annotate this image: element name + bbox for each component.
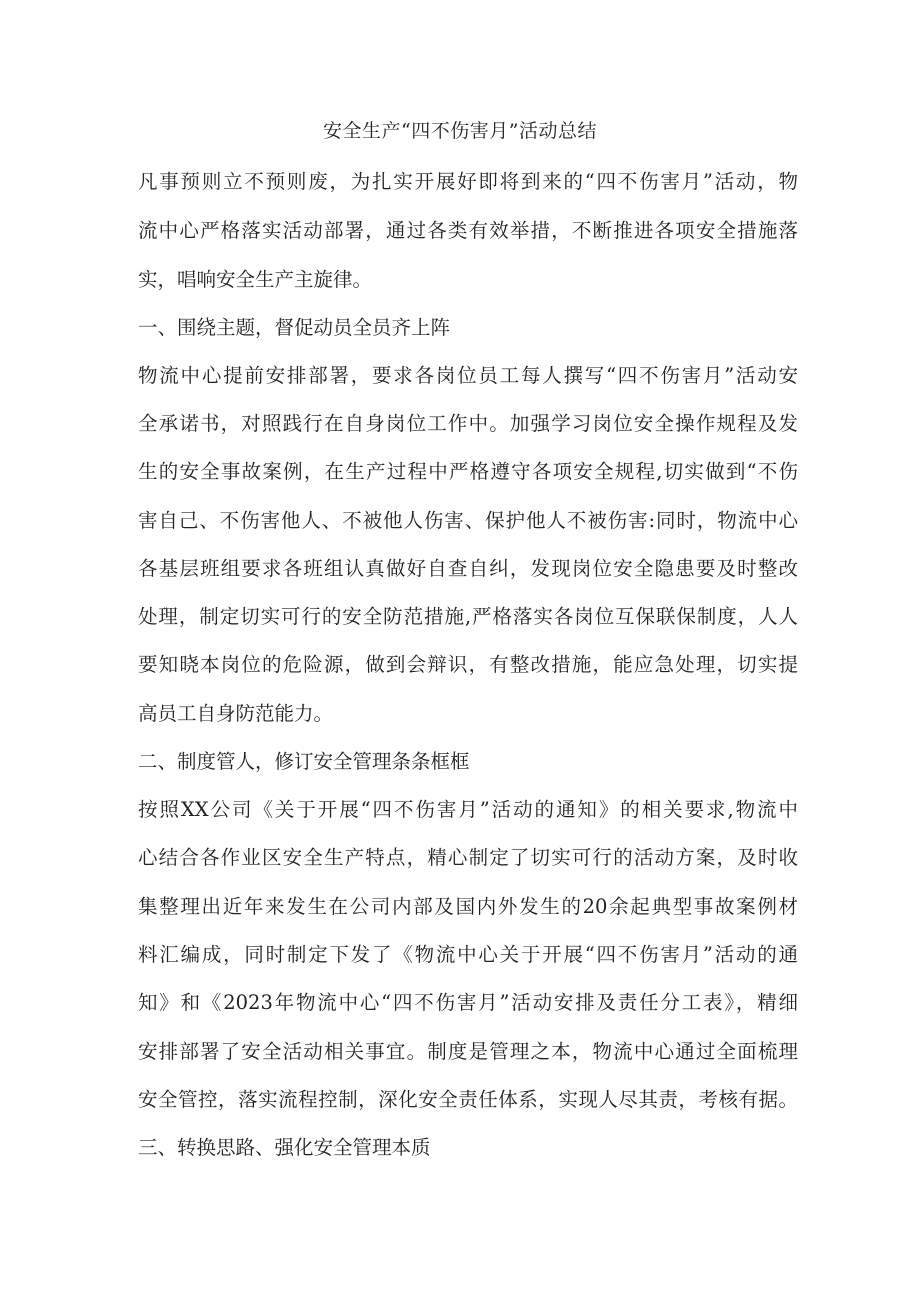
paragraph-line: 按照XX公司《关于开展“四不伤害月”活动的通知》的相关要求,物流中: [138, 798, 798, 821]
paragraph-line: 知》和《2023年物流中心“四不伤害月”活动安排及责任分工表》，精细: [138, 991, 798, 1014]
paragraph-line: 物流中心提前安排部署，要求各岗位员工每人撰写“四不伤害月”活动安: [138, 364, 798, 387]
paragraph-line: 各基层班组要求各班组认真做好自查自纠，发现岗位安全隐患要及时整改: [138, 557, 798, 580]
paragraph-line: 害自己、不伤害他人、不被他人伤害、保护他人不被伤害:同时，物流中心: [138, 509, 798, 532]
document-title: 安全生产“四不伤害月”活动总结: [323, 120, 597, 142]
section-heading: 二、制度管人，修订安全管理条条框框: [138, 750, 470, 773]
paragraph-line: 流中心严格落实活动部署，通过各类有效举措，不断推进各项安全措施落: [138, 219, 798, 242]
paragraph-line: 集整理出近年来发生在公司内部及国内外发生的20余起典型事故案例材: [138, 895, 798, 918]
paragraph-line: 心结合各作业区安全生产特点，精心制定了切实可行的活动方案，及时收: [138, 846, 798, 869]
paragraph-line: 要知晓本岗位的危险源，做到会辩识，有整改措施，能应急处理，切实提: [138, 653, 798, 676]
paragraph-line: 凡事预则立不预则废，为扎实开展好即将到来的“四不伤害月”活动，物: [138, 170, 798, 193]
paragraph-line: 料汇编成，同时制定下发了《物流中心关于开展“四不伤害月”活动的通: [138, 943, 798, 966]
paragraph-line: 安全管控，落实流程控制，深化安全责任体系，实现人尽其责，考核有据。: [138, 1088, 798, 1111]
paragraph-line: 生的安全事故案例，在生产过程中严格遵守各项安全规程,切实做到“不伤: [138, 460, 798, 483]
paragraph-line: 实，唱响安全生产主旋律。: [138, 268, 373, 291]
paragraph-line: 高员工自身防范能力。: [138, 702, 334, 725]
paragraph-line: 全承诺书，对照践行在自身岗位工作中。加强学习岗位安全操作规程及发: [138, 412, 798, 435]
paragraph-line: 处理，制定切实可行的安全防范措施,严格落实各岗位互保联保制度，人人: [138, 605, 798, 628]
section-heading: 三、转换思路、强化安全管理本质: [138, 1136, 431, 1159]
section-heading: 一、围绕主题，督促动员全员齐上阵: [138, 316, 451, 339]
paragraph-line: 安排部署了安全活动相关事宜。制度是管理之本，物流中心通过全面梳理: [138, 1040, 798, 1063]
